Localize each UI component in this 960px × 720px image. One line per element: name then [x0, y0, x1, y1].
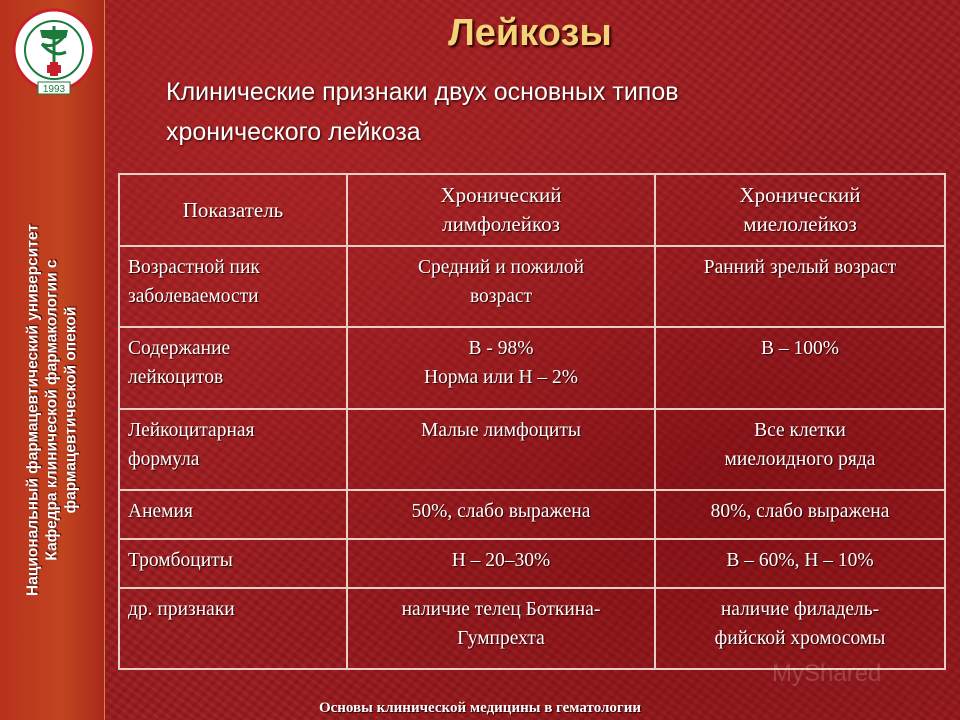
table-cell-c1 [119, 588, 347, 669]
comparison-table [118, 173, 946, 670]
cell-line: Гумпрехта [457, 627, 545, 649]
table-header-row [119, 174, 945, 246]
table-cell-c1 [119, 409, 347, 490]
cell-line: В – 60%, Н – 10% [726, 549, 874, 571]
university-line-1: Национальный фармацевтический университет [24, 224, 42, 596]
cell-line: лейкоцитов [128, 367, 224, 389]
table-row [119, 409, 945, 490]
cell-line: Ранний зрелый возраст [703, 257, 897, 278]
header-cll: Хронический лимфолейкоз [347, 174, 655, 246]
table-cell-c2 [347, 409, 655, 490]
cell-line: заболеваемости [128, 286, 259, 307]
table-cell-c1 [119, 327, 347, 408]
cell-line: Содержание [128, 338, 231, 360]
table-row [119, 327, 945, 408]
header-indicator: Показатель [119, 174, 347, 246]
cell-line: Лейкоцитарная [128, 419, 255, 441]
table-cell-c2 [347, 327, 655, 408]
cell-line: Все клетки [754, 419, 846, 441]
table-cell-c3 [655, 588, 945, 669]
university-line-2: Кафедра клинической фармакологии с [43, 259, 61, 561]
table-row [119, 246, 945, 327]
header-cml: Хронический миелолейкоз [655, 174, 945, 246]
table-cell-c2 [347, 246, 655, 327]
table-cell-c2 [347, 588, 655, 669]
table-cell-c2 [347, 490, 655, 539]
table-cell-c3 [655, 539, 945, 588]
cell-line: Средний и пожилой [417, 257, 585, 278]
table-cell-c3 [655, 327, 945, 408]
subtitle-line-1: Клинические признаки двух основных типов [166, 78, 679, 106]
cell-line: 80%, слабо выражена [710, 501, 890, 523]
logo-year: 1993 [42, 84, 66, 95]
cell-line: формула [128, 448, 200, 470]
cell-line: Малые лимфоциты [421, 419, 581, 441]
university-line-3: фармацевтической опекой [62, 306, 80, 514]
cell-line: В - 98% [468, 338, 534, 360]
table-cell-c3 [655, 246, 945, 327]
cell-line: наличие телец Боткина- [401, 598, 601, 620]
table-cell-c1 [119, 490, 347, 539]
watermark: MyShared [772, 660, 882, 687]
slide-subtitle [166, 72, 866, 152]
cell-line: возраст [469, 286, 533, 307]
table-row [119, 539, 945, 588]
university-caption [24, 180, 81, 640]
cell-line: фийской хромосомы [714, 627, 886, 649]
subtitle-line-2: хронического лейкоза [166, 118, 421, 146]
pharmacy-emblem-icon [10, 4, 98, 108]
slide-title: Лейкозы [448, 12, 612, 54]
table-row [119, 490, 945, 539]
slide-footer: Основы клинической медицины в гематологии [318, 700, 642, 716]
table-cell-c3 [655, 490, 945, 539]
cell-line: В – 100% [761, 338, 839, 360]
table-cell-c1 [119, 539, 347, 588]
cell-line: 50%, слабо выражена [411, 501, 591, 523]
cell-line: наличие филадель- [720, 598, 880, 620]
cell-line: Возрастной пик [128, 257, 260, 278]
sidebar [0, 0, 105, 720]
cell-line: Тромбоциты [128, 549, 233, 571]
table-cell-c1 [119, 246, 347, 327]
table-cell-c2 [347, 539, 655, 588]
cell-line: др. признаки [128, 598, 235, 620]
cell-line: Н – 20–30% [451, 549, 551, 571]
cell-line: Норма или Н – 2% [423, 367, 579, 389]
table-row [119, 588, 945, 669]
cell-line: миелоидного ряда [724, 448, 876, 470]
cell-line: Анемия [128, 501, 193, 523]
table-cell-c3 [655, 409, 945, 490]
